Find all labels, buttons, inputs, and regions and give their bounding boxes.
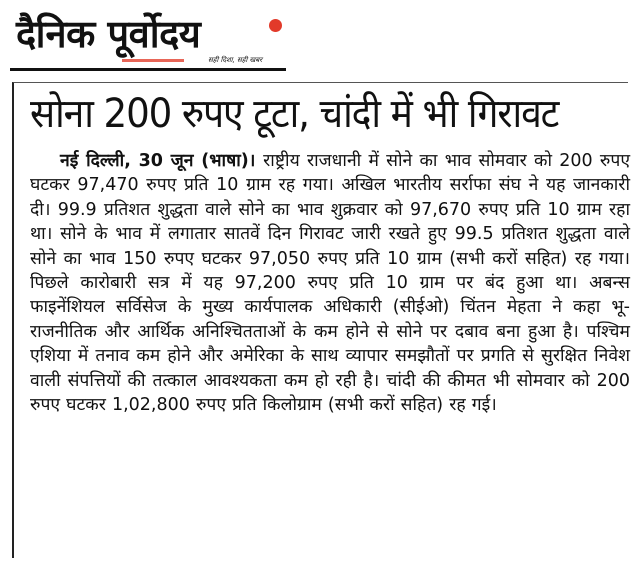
article-dateline: नई दिल्ली, 30 जून (भाषा)। [60,151,264,171]
newspaper-logo: दैनिक पूर्वोदय [16,12,201,56]
article-headline: सोना 200 रुपए टूटा, चांदी में भी गिरावट [30,91,559,137]
masthead-red-strip [122,59,184,62]
masthead-divider [10,68,286,71]
newspaper-tagline: सही दिशा, सही खबर [208,56,263,64]
article-body-text: राष्ट्रीय राजधानी में सोने का भाव सोमवार को 200 रुपए घटकर 97,470 रुपए प्रति 10 ग्राम रह गया। अखिल भारतीय सर्राफा संघ ने यह जानकारी दी। 99.9 प्रतिशत शुद्धता वाले सोने का भाव शुक्रवार को 97,670 रुपए प्रति 10 ग्राम रहा था। सोने के भाव में लगातार सातवें दिन गिरावट जारी रखते हुए 99.5 प्रतिशत शुद्धता वाले सोने का भाव 150 रुपए घटकर 97,050 रुपए प्रति 10 ग्राम (सभी करों सहित) रह गया। पिछले कारोबारी सत्र में यह 97,200 रुपए प्रति 10 ग्राम पर बंद हुआ था। अबन्स फाइनेंशियल सर्विसेज के मुख्य कार्यपालक अधिकारी (सीईओ) चिंतन मेहता ने कहा भू-राजनीतिक और आर्थिक अनिश्चितताओं के कम होने से सोने पर दबाव बना हुआ है। पश्चिम एशिया में तनाव कम होने और अमेरिका के साथ व्यापार समझौतों पर प्रगति से सुरक्षित निवेश वाली संपत्तियों की तत्काल आवश्यकता कम हो रही है। चांदी की कीमत भी सोमवार को 200 रुपए घटकर 1,02,800 रुपए प्रति किलोग्राम (सभी करों सहित) रह गई। [30,151,630,416]
article-box [12,82,628,558]
article-body [30,149,630,417]
masthead [10,6,286,72]
logo-red-dot-icon [269,19,282,32]
